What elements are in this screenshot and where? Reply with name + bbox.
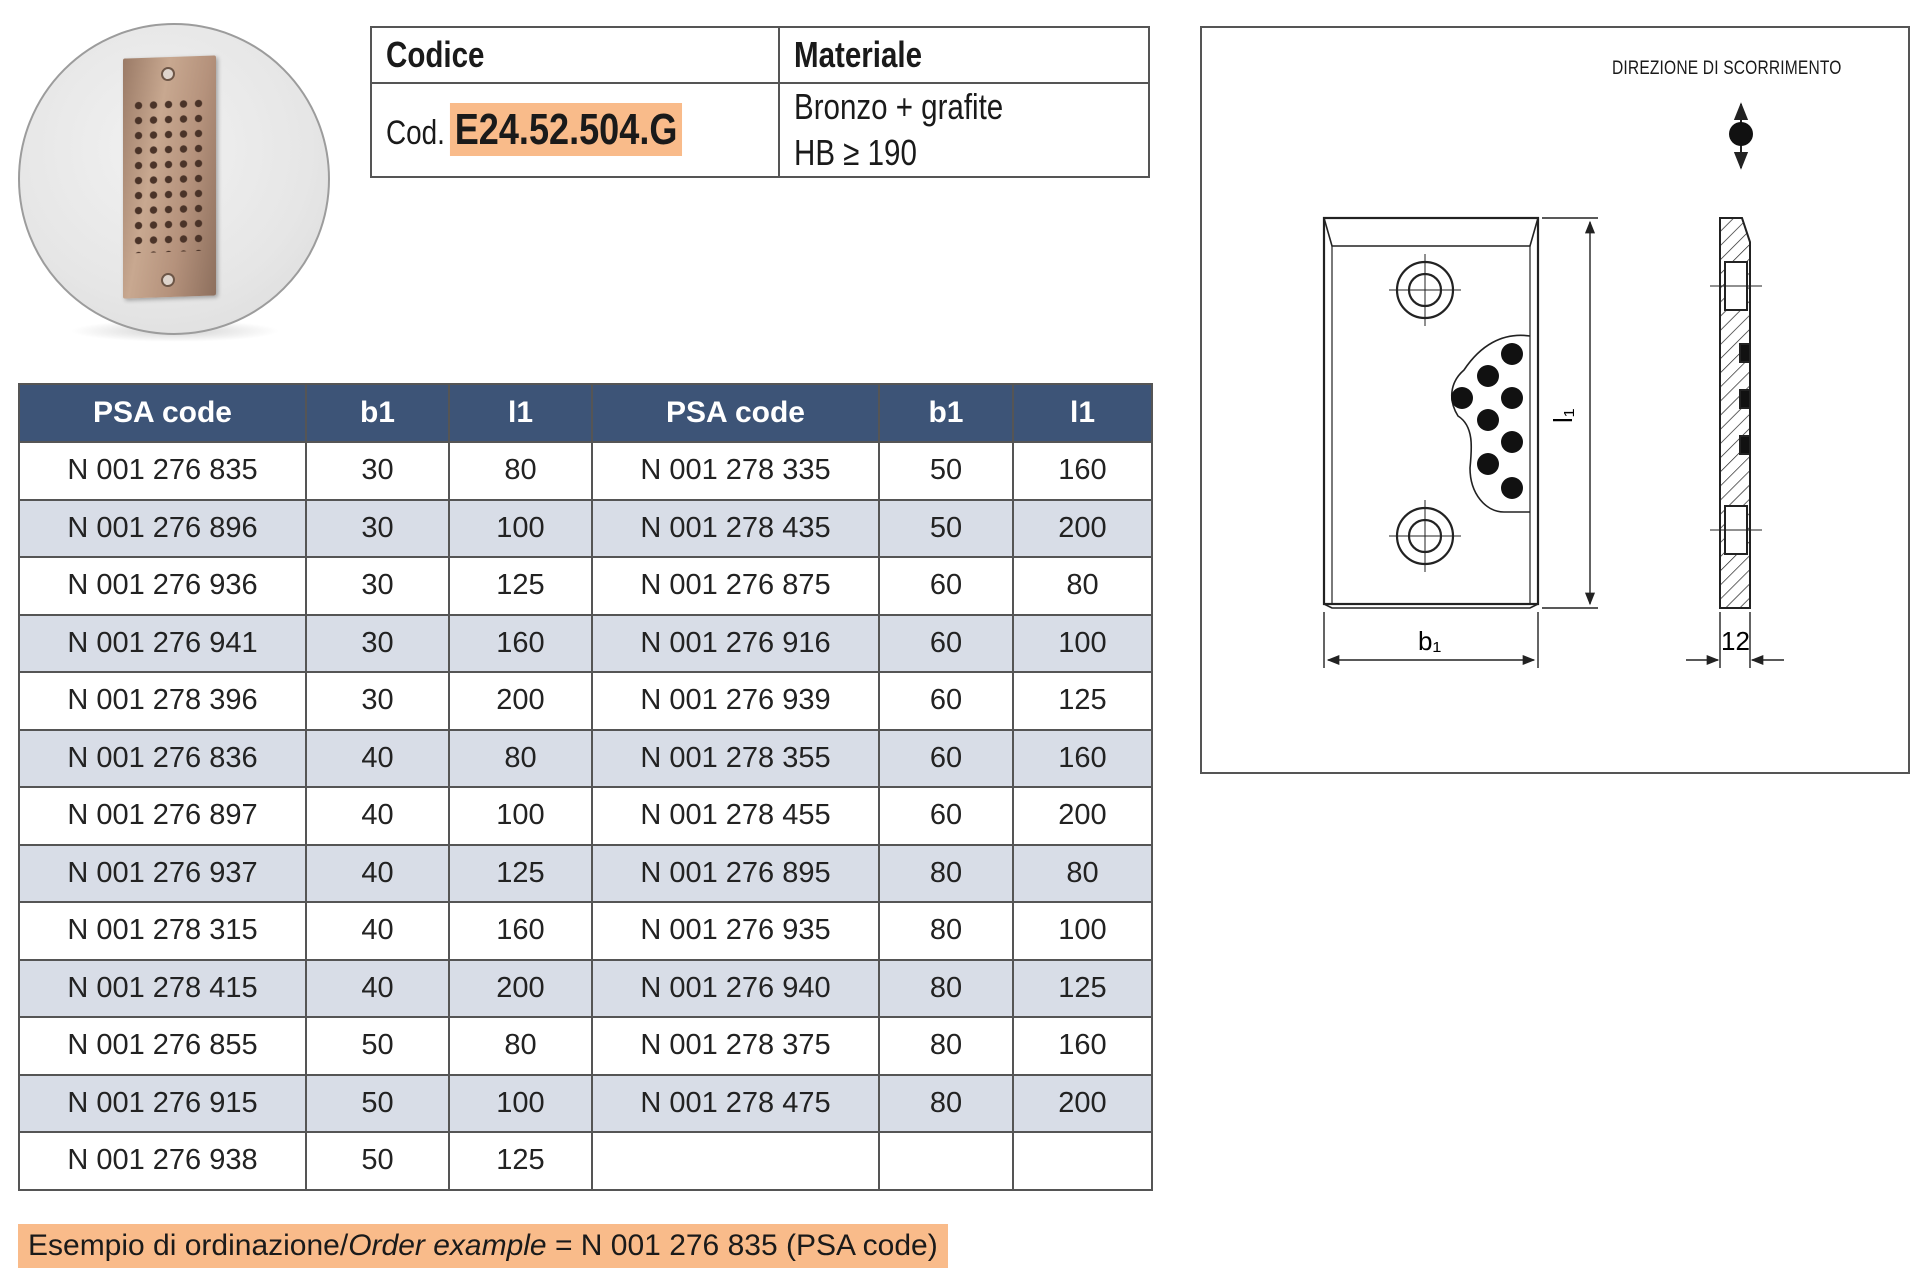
table-cell: 125 bbox=[449, 845, 592, 903]
table-cell: N 001 276 915 bbox=[19, 1075, 306, 1133]
table-cell: N 001 276 940 bbox=[592, 960, 879, 1018]
table-cell: N 001 276 835 bbox=[19, 442, 306, 500]
table-cell: N 001 276 938 bbox=[19, 1132, 306, 1190]
dim-b1-label: b₁ bbox=[1418, 626, 1442, 656]
graphite-dots bbox=[131, 96, 208, 254]
table-cell: 50 bbox=[306, 1075, 449, 1133]
table-row bbox=[19, 442, 1152, 500]
dimension-lines bbox=[1324, 218, 1598, 668]
bronze-plate-image bbox=[123, 55, 216, 298]
mounting-hole-icon bbox=[161, 273, 175, 287]
table-cell: N 001 276 836 bbox=[19, 730, 306, 788]
order-example bbox=[18, 1224, 948, 1268]
code-header: Codice bbox=[386, 34, 485, 75]
psa-code-table bbox=[18, 383, 1153, 1191]
table-cell: 125 bbox=[449, 1132, 592, 1190]
table-cell: 160 bbox=[449, 615, 592, 673]
table-row bbox=[19, 845, 1152, 903]
table-row bbox=[19, 960, 1152, 1018]
column-header: b1 bbox=[879, 384, 1013, 442]
column-header: l1 bbox=[1013, 384, 1152, 442]
table-cell: 80 bbox=[879, 1075, 1013, 1133]
table-cell: 80 bbox=[1013, 557, 1152, 615]
table-cell: 40 bbox=[306, 902, 449, 960]
table-cell: N 001 276 895 bbox=[592, 845, 879, 903]
table-cell: 40 bbox=[306, 960, 449, 1018]
front-view bbox=[1324, 218, 1538, 608]
table-cell bbox=[592, 1132, 879, 1190]
table-cell: 100 bbox=[1013, 615, 1152, 673]
table-cell: 160 bbox=[1013, 730, 1152, 788]
table-cell: 80 bbox=[879, 902, 1013, 960]
technical-drawing bbox=[1200, 26, 1910, 774]
product-photo bbox=[18, 23, 330, 335]
table-cell: N 001 276 941 bbox=[19, 615, 306, 673]
table-cell: 100 bbox=[449, 500, 592, 558]
table-cell: 160 bbox=[1013, 442, 1152, 500]
table-cell: 200 bbox=[1013, 787, 1152, 845]
table-body bbox=[19, 442, 1152, 1190]
direction-arrow-icon bbox=[1729, 104, 1753, 168]
table-cell: N 001 278 435 bbox=[592, 500, 879, 558]
hardness-line: HB ≥ 190 bbox=[794, 132, 917, 173]
table-cell: 160 bbox=[1013, 1017, 1152, 1075]
table-row bbox=[19, 730, 1152, 788]
order-example-italic: Order example bbox=[348, 1229, 547, 1262]
material-header: Materiale bbox=[794, 34, 922, 75]
table-cell: 125 bbox=[1013, 960, 1152, 1018]
table-row bbox=[19, 500, 1152, 558]
table-cell: 80 bbox=[1013, 845, 1152, 903]
table-cell: N 001 278 415 bbox=[19, 960, 306, 1018]
table-cell: 200 bbox=[1013, 500, 1152, 558]
table-cell: 60 bbox=[879, 615, 1013, 673]
direction-label: DIREZIONE DI SCORRIMENTO bbox=[1612, 58, 1842, 79]
table-cell: 60 bbox=[879, 557, 1013, 615]
table-cell: 50 bbox=[879, 442, 1013, 500]
table-header-row bbox=[19, 384, 1152, 442]
graphite-plug-dots bbox=[1451, 343, 1523, 499]
cod-value: E24.52.504.G bbox=[450, 103, 683, 156]
table-cell: 80 bbox=[449, 730, 592, 788]
column-header: b1 bbox=[306, 384, 449, 442]
table-cell: N 001 278 355 bbox=[592, 730, 879, 788]
table-cell: N 001 276 896 bbox=[19, 500, 306, 558]
table-cell: N 001 278 335 bbox=[592, 442, 879, 500]
table-cell: 200 bbox=[1013, 1075, 1152, 1133]
table-row bbox=[19, 672, 1152, 730]
table-cell: N 001 276 936 bbox=[19, 557, 306, 615]
table-row bbox=[19, 615, 1152, 673]
table-cell: 30 bbox=[306, 615, 449, 673]
table-cell: N 001 276 875 bbox=[592, 557, 879, 615]
table-cell: 50 bbox=[879, 500, 1013, 558]
dim-thickness-label: 12 bbox=[1721, 626, 1750, 656]
material-line: Bronzo + grafite bbox=[794, 86, 1004, 127]
table-cell: 80 bbox=[449, 1017, 592, 1075]
table-cell: N 001 276 937 bbox=[19, 845, 306, 903]
table-cell: 100 bbox=[449, 787, 592, 845]
table-cell: N 001 278 375 bbox=[592, 1017, 879, 1075]
table-cell bbox=[879, 1132, 1013, 1190]
table-cell: N 001 278 315 bbox=[19, 902, 306, 960]
counterbore-hole-icon bbox=[1389, 500, 1461, 572]
table-cell: 100 bbox=[1013, 902, 1152, 960]
table-row bbox=[19, 1017, 1152, 1075]
table-cell: 200 bbox=[449, 960, 592, 1018]
table-cell: 60 bbox=[879, 787, 1013, 845]
table-row bbox=[19, 1075, 1152, 1133]
code-value-cell bbox=[371, 83, 779, 177]
code-material-table bbox=[370, 26, 1150, 178]
table-row bbox=[19, 787, 1152, 845]
column-header: PSA code bbox=[19, 384, 306, 442]
table-cell bbox=[1013, 1132, 1152, 1190]
table-cell: N 001 276 916 bbox=[592, 615, 879, 673]
table-cell: 100 bbox=[449, 1075, 592, 1133]
order-example-suffix: = N 001 276 835 (PSA code) bbox=[546, 1229, 938, 1262]
column-header: l1 bbox=[449, 384, 592, 442]
table-cell: 125 bbox=[1013, 672, 1152, 730]
mounting-hole-icon bbox=[161, 67, 175, 81]
table-cell: 200 bbox=[449, 672, 592, 730]
side-view bbox=[1710, 218, 1762, 608]
table-cell: 50 bbox=[306, 1132, 449, 1190]
order-example-prefix: Esempio di ordinazione/ bbox=[28, 1229, 349, 1262]
table-cell: 80 bbox=[879, 960, 1013, 1018]
table-cell: N 001 276 855 bbox=[19, 1017, 306, 1075]
table-cell: 60 bbox=[879, 672, 1013, 730]
code-header-cell bbox=[371, 27, 779, 83]
table-row bbox=[19, 902, 1152, 960]
table-cell: 80 bbox=[879, 1017, 1013, 1075]
table-cell: 30 bbox=[306, 672, 449, 730]
table-cell: N 001 276 935 bbox=[592, 902, 879, 960]
table-cell: 30 bbox=[306, 442, 449, 500]
table-row bbox=[19, 1132, 1152, 1190]
table-cell: 40 bbox=[306, 730, 449, 788]
table-cell: N 001 278 455 bbox=[592, 787, 879, 845]
table-cell: 40 bbox=[306, 787, 449, 845]
table-cell: N 001 278 475 bbox=[592, 1075, 879, 1133]
table-cell: 80 bbox=[879, 845, 1013, 903]
table-cell: 125 bbox=[449, 557, 592, 615]
table-cell: 80 bbox=[449, 442, 592, 500]
dim-l1-label: l₁ bbox=[1548, 408, 1578, 423]
material-value-cell bbox=[779, 83, 1149, 177]
cod-label: Cod. bbox=[386, 114, 445, 152]
table-cell: N 001 278 396 bbox=[19, 672, 306, 730]
table-row bbox=[19, 557, 1152, 615]
counterbore-hole-icon bbox=[1389, 254, 1461, 326]
table-cell: N 001 276 939 bbox=[592, 672, 879, 730]
table-cell: 160 bbox=[449, 902, 592, 960]
table-cell: 30 bbox=[306, 500, 449, 558]
column-header: PSA code bbox=[592, 384, 879, 442]
drawing-svg bbox=[1202, 28, 1908, 772]
table-cell: 40 bbox=[306, 845, 449, 903]
table-cell: 60 bbox=[879, 730, 1013, 788]
table-cell: N 001 276 897 bbox=[19, 787, 306, 845]
table-cell: 30 bbox=[306, 557, 449, 615]
material-header-cell bbox=[779, 27, 1149, 83]
table-cell: 50 bbox=[306, 1017, 449, 1075]
